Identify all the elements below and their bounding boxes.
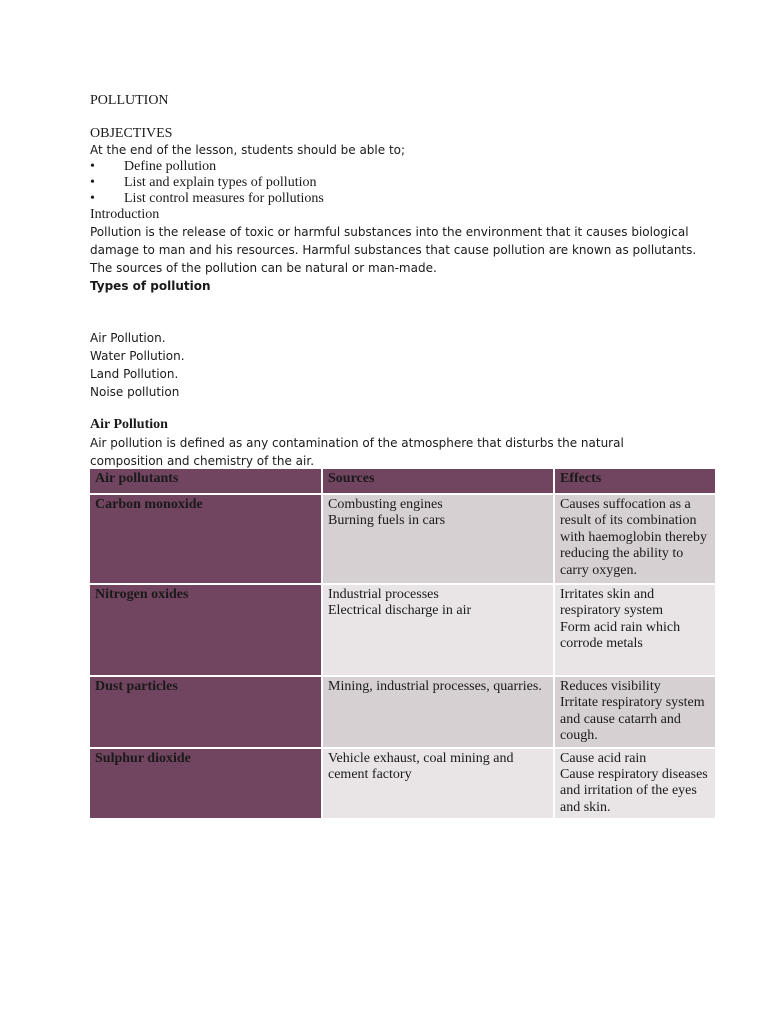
pollutants-table <box>88 467 717 820</box>
sources-cell: Vehicle exhaust, coal mining and cement factory <box>323 749 553 819</box>
list-item: • List and explain types of pollution <box>90 175 317 190</box>
types-heading: Types of pollution <box>90 279 211 293</box>
effects-cell: Causes suffocation as a result of its combination with haemoglobin thereby reducing the ability to carry oxygen. <box>555 495 715 583</box>
air-pollution-heading: Air Pollution <box>90 417 168 432</box>
table-row <box>90 749 715 819</box>
pollutant-cell: Carbon monoxide <box>90 495 321 583</box>
sources-cell: Mining, industrial processes, quarries. <box>323 677 553 747</box>
air-pollution-text: Air pollution is defined as any contamination of the atmosphere that disturbs the natural composition and chemistry of the air. <box>90 436 624 468</box>
pollutant-cell: Sulphur dioxide <box>90 749 321 819</box>
list-item: Water Pollution. <box>90 349 185 363</box>
bullet-icon: • <box>90 191 95 206</box>
objectives-heading: OBJECTIVES <box>90 126 173 141</box>
list-item: Land Pollution. <box>90 367 179 381</box>
bullet-icon: • <box>90 159 95 174</box>
introduction-heading: Introduction <box>90 207 160 222</box>
table-header-row <box>90 469 715 493</box>
sources-cell: Combusting engines Burning fuels in cars <box>323 495 553 583</box>
document-title: POLLUTION <box>90 93 169 108</box>
document-body <box>90 92 720 470</box>
table-row <box>90 495 715 583</box>
objectives-list <box>90 159 720 207</box>
table-row <box>90 677 715 747</box>
bullet-icon: • <box>90 175 95 190</box>
header-effects: Effects <box>555 469 715 493</box>
table-row <box>90 585 715 675</box>
effects-cell: Irritates skin and respiratory system Form acid rain which corrode metals <box>555 585 715 675</box>
introduction-text: Pollution is the release of toxic or harmful substances into the environment that it causes biological damage to man and his resources. Harmful substances that cause pollution are known as pollutants. The sources of the pollution can be natural or man-made. <box>90 225 697 275</box>
effects-cell: Cause acid rain Cause respiratory diseases and irritation of the eyes and skin. <box>555 749 715 819</box>
pollutant-cell: Nitrogen oxides <box>90 585 321 675</box>
types-list <box>90 329 720 401</box>
list-item: • List control measures for pollutions <box>90 191 324 206</box>
list-item: Noise pollution <box>90 385 180 399</box>
list-item: • Define pollution <box>90 159 217 174</box>
header-sources: Sources <box>323 469 553 493</box>
pollutant-cell: Dust particles <box>90 677 321 747</box>
list-item: Air Pollution. <box>90 331 166 345</box>
effects-cell: Reduces visibility Irritate respiratory system and cause catarrh and cough. <box>555 677 715 747</box>
objectives-intro: At the end of the lesson, students should be able to; <box>90 143 406 157</box>
header-air-pollutants: Air pollutants <box>90 469 321 493</box>
sources-cell: Industrial processes Electrical discharge in air <box>323 585 553 675</box>
